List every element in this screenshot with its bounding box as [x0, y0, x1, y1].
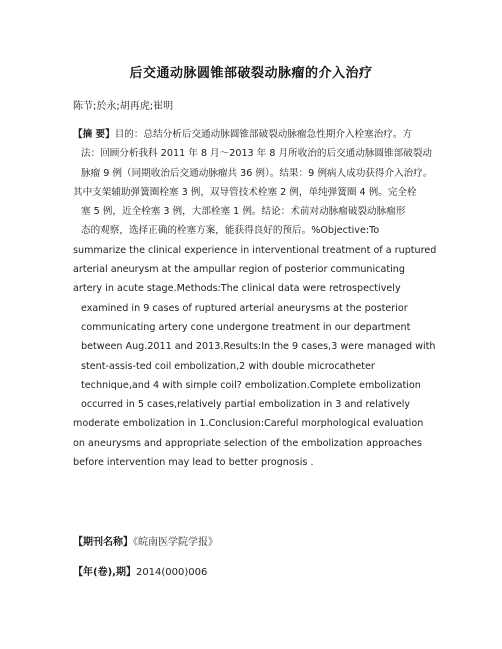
- abstract-line: arterial aneurysm at the ampullar region of posterior communicating: [73, 264, 405, 276]
- abstract-line: stent-assis-ted coil embolization,2 with double microcatheter: [81, 360, 375, 372]
- abstract-line: communicating artery cone undergone treatment in our department: [81, 321, 411, 333]
- issue-value: 2014(000)006: [135, 567, 208, 578]
- abstract-line: moderate embolization in 1.Conclusion:Careful morphological evaluation: [73, 418, 424, 430]
- abstract-line: 塞 5 例，近全栓塞 3 例，大部栓塞 1 例。结论：术前对动脉瘤破裂动脉瘤形: [81, 206, 406, 218]
- abstract-line: technique,and 4 with simple coil? embolization.Complete embolization: [81, 379, 421, 391]
- author-list: 陈节;於永;胡再虎;崔明: [73, 101, 174, 112]
- journal-name-value: 《皖南医学院学报》: [133, 537, 218, 548]
- journal-name-label: 【期刊名称】: [73, 537, 133, 548]
- abstract-line: before intervention may lead to better prognosis .: [73, 457, 314, 469]
- abstract-line: 态的观察，选择正确的栓塞方案，能获得良好的预后。%Objective:To: [81, 225, 380, 237]
- abstract-line: artery in acute stage.Methods:The clinical data were retrospectively: [73, 283, 401, 295]
- abstract-line: examined in 9 cases of ruptured arterial aneurysms at the posterior: [81, 302, 408, 314]
- abstract-line: occurred in 5 cases,relatively partial embolization in 3 and relatively: [81, 399, 411, 411]
- abstract-line: 法：回顾分析我科 2011 年 8 月～2013 年 8 月所收治的后交通动脉圆锥部破裂动: [81, 148, 433, 160]
- abstract-line: on aneurysms and appropriate selection of the embolization approaches: [73, 437, 422, 449]
- abstract-line: summarize the clinical experience in interventional treatment of a ruptured: [73, 244, 437, 256]
- paper-title: 后交通动脉圆锥部破裂动脉瘤的介入治疗: [129, 66, 373, 81]
- issue-info: [73, 563, 207, 578]
- abstract-line: 脉瘤 9 例（同期收治后交通动脉瘤共 36 例）。结果：9 例病人成功获得介入治疗。: [81, 167, 433, 179]
- issue-label: 【年(卷),期】: [73, 567, 136, 578]
- abstract-line: between Aug.2011 and 2013.Results:In the 9 cases,3 were managed with: [81, 341, 436, 353]
- abstract-line: 其中支架辅助弹簧圈栓塞 3 例，双导管技术栓塞 2 例，单纯弹簧圈 4 例。完全栓: [73, 186, 417, 198]
- abstract-label: 【摘 要】: [73, 129, 115, 140]
- journal-name: [73, 533, 218, 548]
- abstract: [73, 125, 437, 472]
- abstract-line: 【摘 要】目的：总结分析后交通动脉圆锥部破裂动脉瘤急性期介入栓塞治疗。方: [73, 129, 413, 140]
